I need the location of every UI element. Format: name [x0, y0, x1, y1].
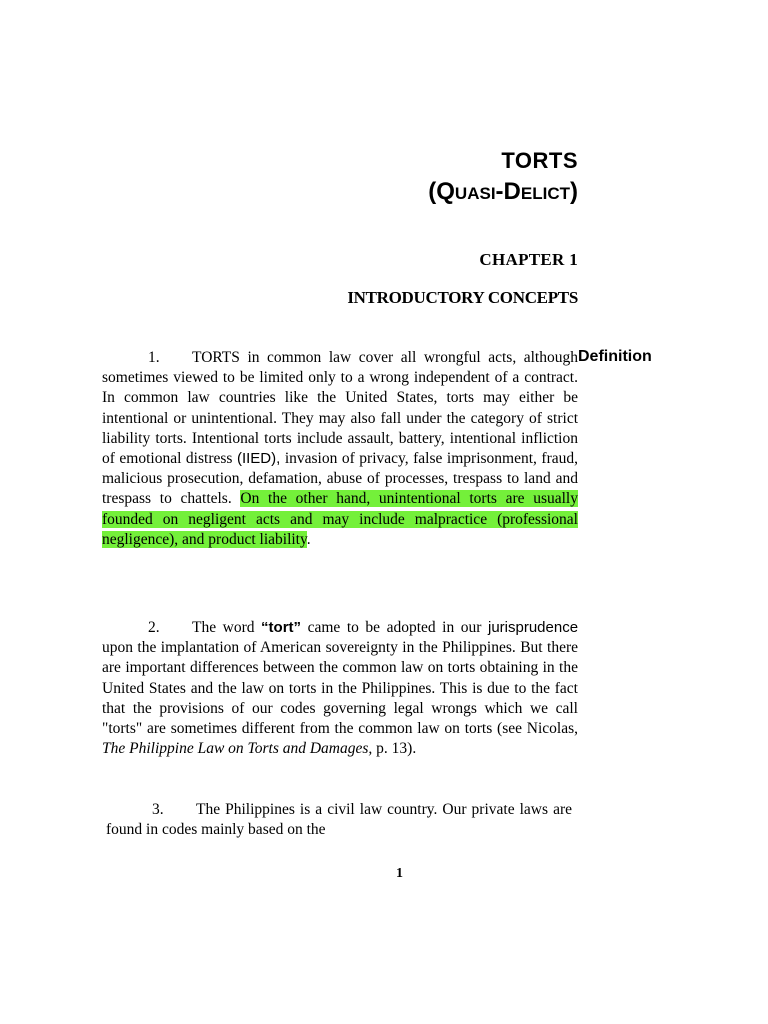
title-quasi-delict	[428, 176, 578, 210]
paragraph-end: .	[306, 530, 311, 548]
margin-note-definition: Definition	[578, 348, 652, 365]
paragraph-text: TORTS in common law cover all wrongful acts, although sometimes viewed to be limited only to a wrong independent of a contract. In common law countries like the United States, torts may either be intentional or unintentional. They may also fall under the category of strict liability torts. Intentional torts include assault, battery, intentional infliction of emotional distress	[102, 349, 578, 468]
paragraph-text: The word	[192, 619, 255, 636]
document-title	[428, 146, 578, 210]
q-big: Q	[436, 178, 455, 205]
paragraph-text: upon the implantation of American sovereignty in the Philippines. But there are important differences between the common law on torts obtaining in the United States and the law on torts in the Philippines. This is due to the fact that the provisions of our codes governing legal wrongs which we call "torts" are sometimes different from the common law on torts (see Nicolas,	[102, 639, 578, 738]
d-big: D	[503, 178, 521, 205]
book-title: The Philippine Law on Torts and Damages,	[102, 740, 373, 758]
iied-term: (IIED),	[236, 450, 281, 468]
q-small-caps: UASI	[454, 184, 496, 203]
page-number: 1	[396, 866, 403, 881]
paragraph-text: invasion of privacy, false imprisonment, fraud, malicious prosecution, defamation, abuse of processes, trespass to land and trespass to chattels.	[102, 450, 578, 508]
chapter-heading: CHAPTER 1	[479, 250, 578, 269]
chapter-title: INTRODUCTORY CONCEPTS	[347, 288, 578, 307]
close-paren: )	[570, 178, 578, 205]
paragraph-number: 3.	[152, 801, 164, 818]
paragraph-text: came to be adopted in our	[307, 619, 482, 636]
title-torts: TORTS	[501, 148, 578, 173]
open-paren: (	[428, 178, 437, 205]
jurisprudence-term: jurisprudence	[487, 619, 579, 636]
paragraph-2	[102, 618, 578, 759]
paragraph-text: The Philippines is a civil law country. Our private laws are found in codes mainly based on the	[106, 801, 572, 839]
page-reference: p. 13).	[376, 740, 417, 758]
d-small-caps: ELICT	[520, 184, 570, 203]
paragraph-1	[102, 348, 578, 550]
paragraph-3	[106, 800, 572, 840]
tort-term: “tort”	[261, 619, 302, 636]
paragraph-number: 1.	[148, 349, 160, 366]
paragraph-number: 2.	[148, 619, 160, 636]
highlighted-text: On the other hand, unintentional torts are usually founded on negligent acts and may include malpractice (professional negligence), and product liability	[102, 490, 578, 548]
dash: -	[495, 178, 504, 205]
